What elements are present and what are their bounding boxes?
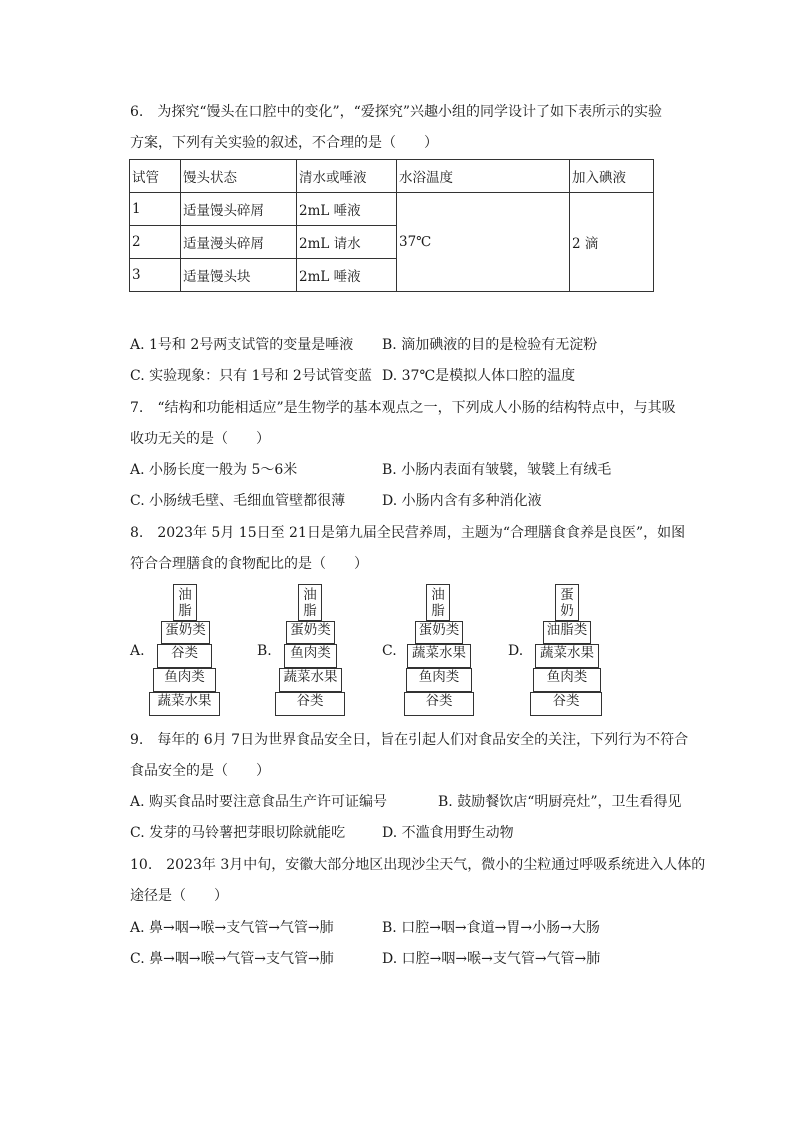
table-cell: 2mL 唾液	[297, 259, 397, 292]
header-liquid: 清水或唾液	[297, 160, 397, 193]
q6-option-d[interactable]: D. 37℃是模拟人体口腔的温度	[382, 368, 576, 384]
table-cell: 适量馒头碎屑	[181, 193, 297, 226]
q10-option-a[interactable]: A. 鼻→咽→喉→支气管→气管→肺	[130, 920, 334, 936]
table-row	[130, 193, 654, 226]
q9-stem-line1: 9. 每年的 6月 7日为世界食品安全日，旨在引起人们对食品安全的关注，下列行为不符合	[130, 732, 689, 748]
pyramid-level: 蛋奶类	[415, 621, 463, 644]
q10-option-d[interactable]: D. 口腔→咽→喉→支气管→气管→肺	[382, 951, 601, 967]
food-pyramid-option-a[interactable]	[130, 584, 250, 716]
pyramid-level: 蛋奶类	[286, 621, 335, 644]
q8-stem-line2: 符合合理膳食的食物配比的是（ ）	[130, 556, 368, 572]
q10-stem-line1: 10. 2023年 3月中旬，安徽大部分地区出现沙尘天气，微小的尘粒通过呼吸系统进入人体的	[130, 857, 706, 873]
pyramid-level: 鱼肉类	[406, 668, 472, 692]
pyramid-level: 谷类	[157, 644, 212, 668]
q7-stem-line1: 7. “结构和功能相适应”是生物学的基本观点之一，下列成人小肠的结构特点中，与其吸	[130, 400, 676, 416]
pyramid-level-top: 油 脂	[173, 584, 197, 621]
q10-option-c[interactable]: C. 鼻→咽→喉→气管→支气管→肺	[130, 951, 334, 967]
pyramid-label: C.	[382, 643, 397, 659]
table-header-row	[130, 160, 654, 193]
pyramid-level: 蔬菜水果	[279, 668, 342, 692]
pyramid-level: 蔬菜水果	[407, 644, 471, 668]
q7-option-a[interactable]: A. 小肠长度一般为 5～6米	[130, 462, 298, 478]
q9-option-d[interactable]: D. 不滥食用野生动物	[382, 825, 514, 841]
table-cell: 2mL 请水	[297, 226, 397, 259]
table-cell: 适量漫头碎屑	[181, 226, 297, 259]
q7-option-c[interactable]: C. 小肠绒毛壁、毛细血管壁都很薄	[130, 493, 346, 509]
q6-option-c[interactable]: C. 实验现象：只有 1号和 2号试管变蓝	[130, 368, 372, 384]
q10-option-b[interactable]: B. 口腔→咽→食道→胃→小肠→大肠	[382, 920, 600, 936]
pyramid-label: B.	[257, 643, 272, 659]
pyramid-level: 油脂类	[543, 621, 591, 644]
pyramid-level: 鱼肉类	[153, 668, 216, 692]
q7-option-b[interactable]: B. 小肠内表面有皱襞，皱襞上有绒毛	[382, 462, 612, 478]
pyramid-level: 鱼肉类	[533, 668, 601, 692]
table-cell: 适量馒头块	[181, 259, 297, 292]
header-state: 馒头状态	[181, 160, 297, 193]
pyramid-label: D.	[508, 643, 524, 659]
table-cell-iodine: 2 滴	[570, 193, 654, 292]
food-pyramid-option-c[interactable]	[382, 584, 502, 716]
pyramid-level: 鱼肉类	[284, 644, 337, 668]
pyramid-level-top: 蛋 奶	[555, 584, 579, 621]
q6-stem-line1: 6. 为探究“馒头在口腔中的变化”，“爱探究”兴趣小组的同学设计了如下表所示的实验	[130, 104, 662, 120]
table-cell: 2	[130, 226, 181, 259]
header-temp: 水浴温度	[397, 160, 570, 193]
pyramid-level: 蔬菜水果	[149, 692, 220, 716]
q7-option-d[interactable]: D. 小肠内含有多种消化液	[382, 493, 542, 509]
table-cell: 1	[130, 193, 181, 226]
pyramid-level: 谷类	[275, 692, 345, 716]
pyramid-level: 蔬菜水果	[535, 644, 599, 668]
pyramid-level: 谷类	[530, 692, 602, 716]
q9-stem-line2: 食品安全的是（ ）	[130, 763, 270, 779]
table-cell: 3	[130, 259, 181, 292]
q6-option-b[interactable]: B. 滴加碘液的目的是检验有无淀粉	[382, 337, 598, 353]
q7-stem-line2: 收功无关的是（ ）	[130, 431, 270, 447]
q6-option-a[interactable]: A. 1号和 2号两支试管的变量是唾液	[130, 337, 354, 353]
header-iodine: 加入碘液	[570, 160, 654, 193]
q10-stem-line2: 途径是（ ）	[130, 888, 228, 904]
pyramid-level: 蛋奶类	[161, 621, 210, 644]
table-cell: 2mL 唾液	[297, 193, 397, 226]
q9-option-c[interactable]: C. 发芽的马铃薯把芽眼切除就能吃	[130, 825, 346, 841]
q9-option-a[interactable]: A. 购买食品时要注意食品生产许可证编号	[130, 794, 388, 810]
food-pyramid-option-b[interactable]	[257, 584, 377, 716]
q9-option-b[interactable]: B. 鼓励餐饮店“明厨亮灶”，卫生看得见	[438, 794, 682, 810]
pyramid-level: 谷类	[404, 692, 474, 716]
header-tube: 试管	[130, 160, 181, 193]
food-pyramid-option-d[interactable]	[508, 584, 628, 716]
pyramid-level-top: 油 脂	[298, 584, 322, 621]
q8-stem-line1: 8. 2023年 5月 15日至 21日是第九届全民营养周，主题为“合理膳食食养是良医”，如图	[130, 525, 686, 541]
experiment-table	[129, 159, 654, 292]
q6-stem-line2: 方案，下列有关实验的叙述，不合理的是（ ）	[130, 135, 438, 151]
pyramid-label: A.	[130, 643, 145, 659]
table-cell-temp: 37℃	[397, 193, 570, 292]
pyramid-level-top: 油 脂	[426, 584, 450, 621]
